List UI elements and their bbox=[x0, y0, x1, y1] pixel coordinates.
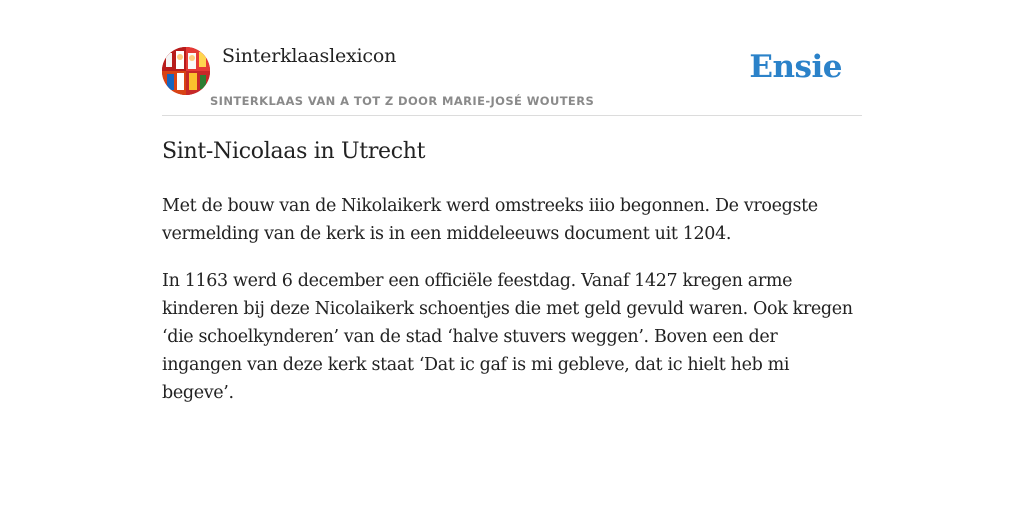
brand-logo[interactable]: Ensie bbox=[749, 49, 842, 85]
header bbox=[162, 0, 862, 116]
site-name[interactable]: Sinterklaaslexicon bbox=[222, 45, 397, 67]
avatar-image bbox=[162, 47, 210, 95]
site-subtitle: SINTERKLAAS VAN A TOT Z DOOR MARIE-JOSÉ WOUTERS bbox=[210, 94, 595, 108]
article-paragraph: In 1163 werd 6 december een officiële feestdag. Vanaf 1427 kregen arme kinderen bij deze Nicolaikerk schoentjes die met geld gevuld waren. Ook kregen ‘die schoelkynderen’ van de stad ‘halve stuvers weggen’. Boven een der ingangen van deze kerk staat ‘Dat ic gaf is mi gebleve, dat ic hielt heb mi begeve’. bbox=[162, 271, 853, 403]
article-title: Sint-Nicolaas in Utrecht bbox=[162, 139, 426, 164]
article-body bbox=[162, 192, 862, 426]
article-paragraph: Met de bouw van de Nikolaikerk werd omstreeks iiio begonnen. De vroegste vermelding van de kerk is in een middeleeuws document uit 1204. bbox=[162, 196, 818, 244]
page-container bbox=[162, 0, 862, 403]
site-avatar[interactable] bbox=[162, 47, 210, 95]
